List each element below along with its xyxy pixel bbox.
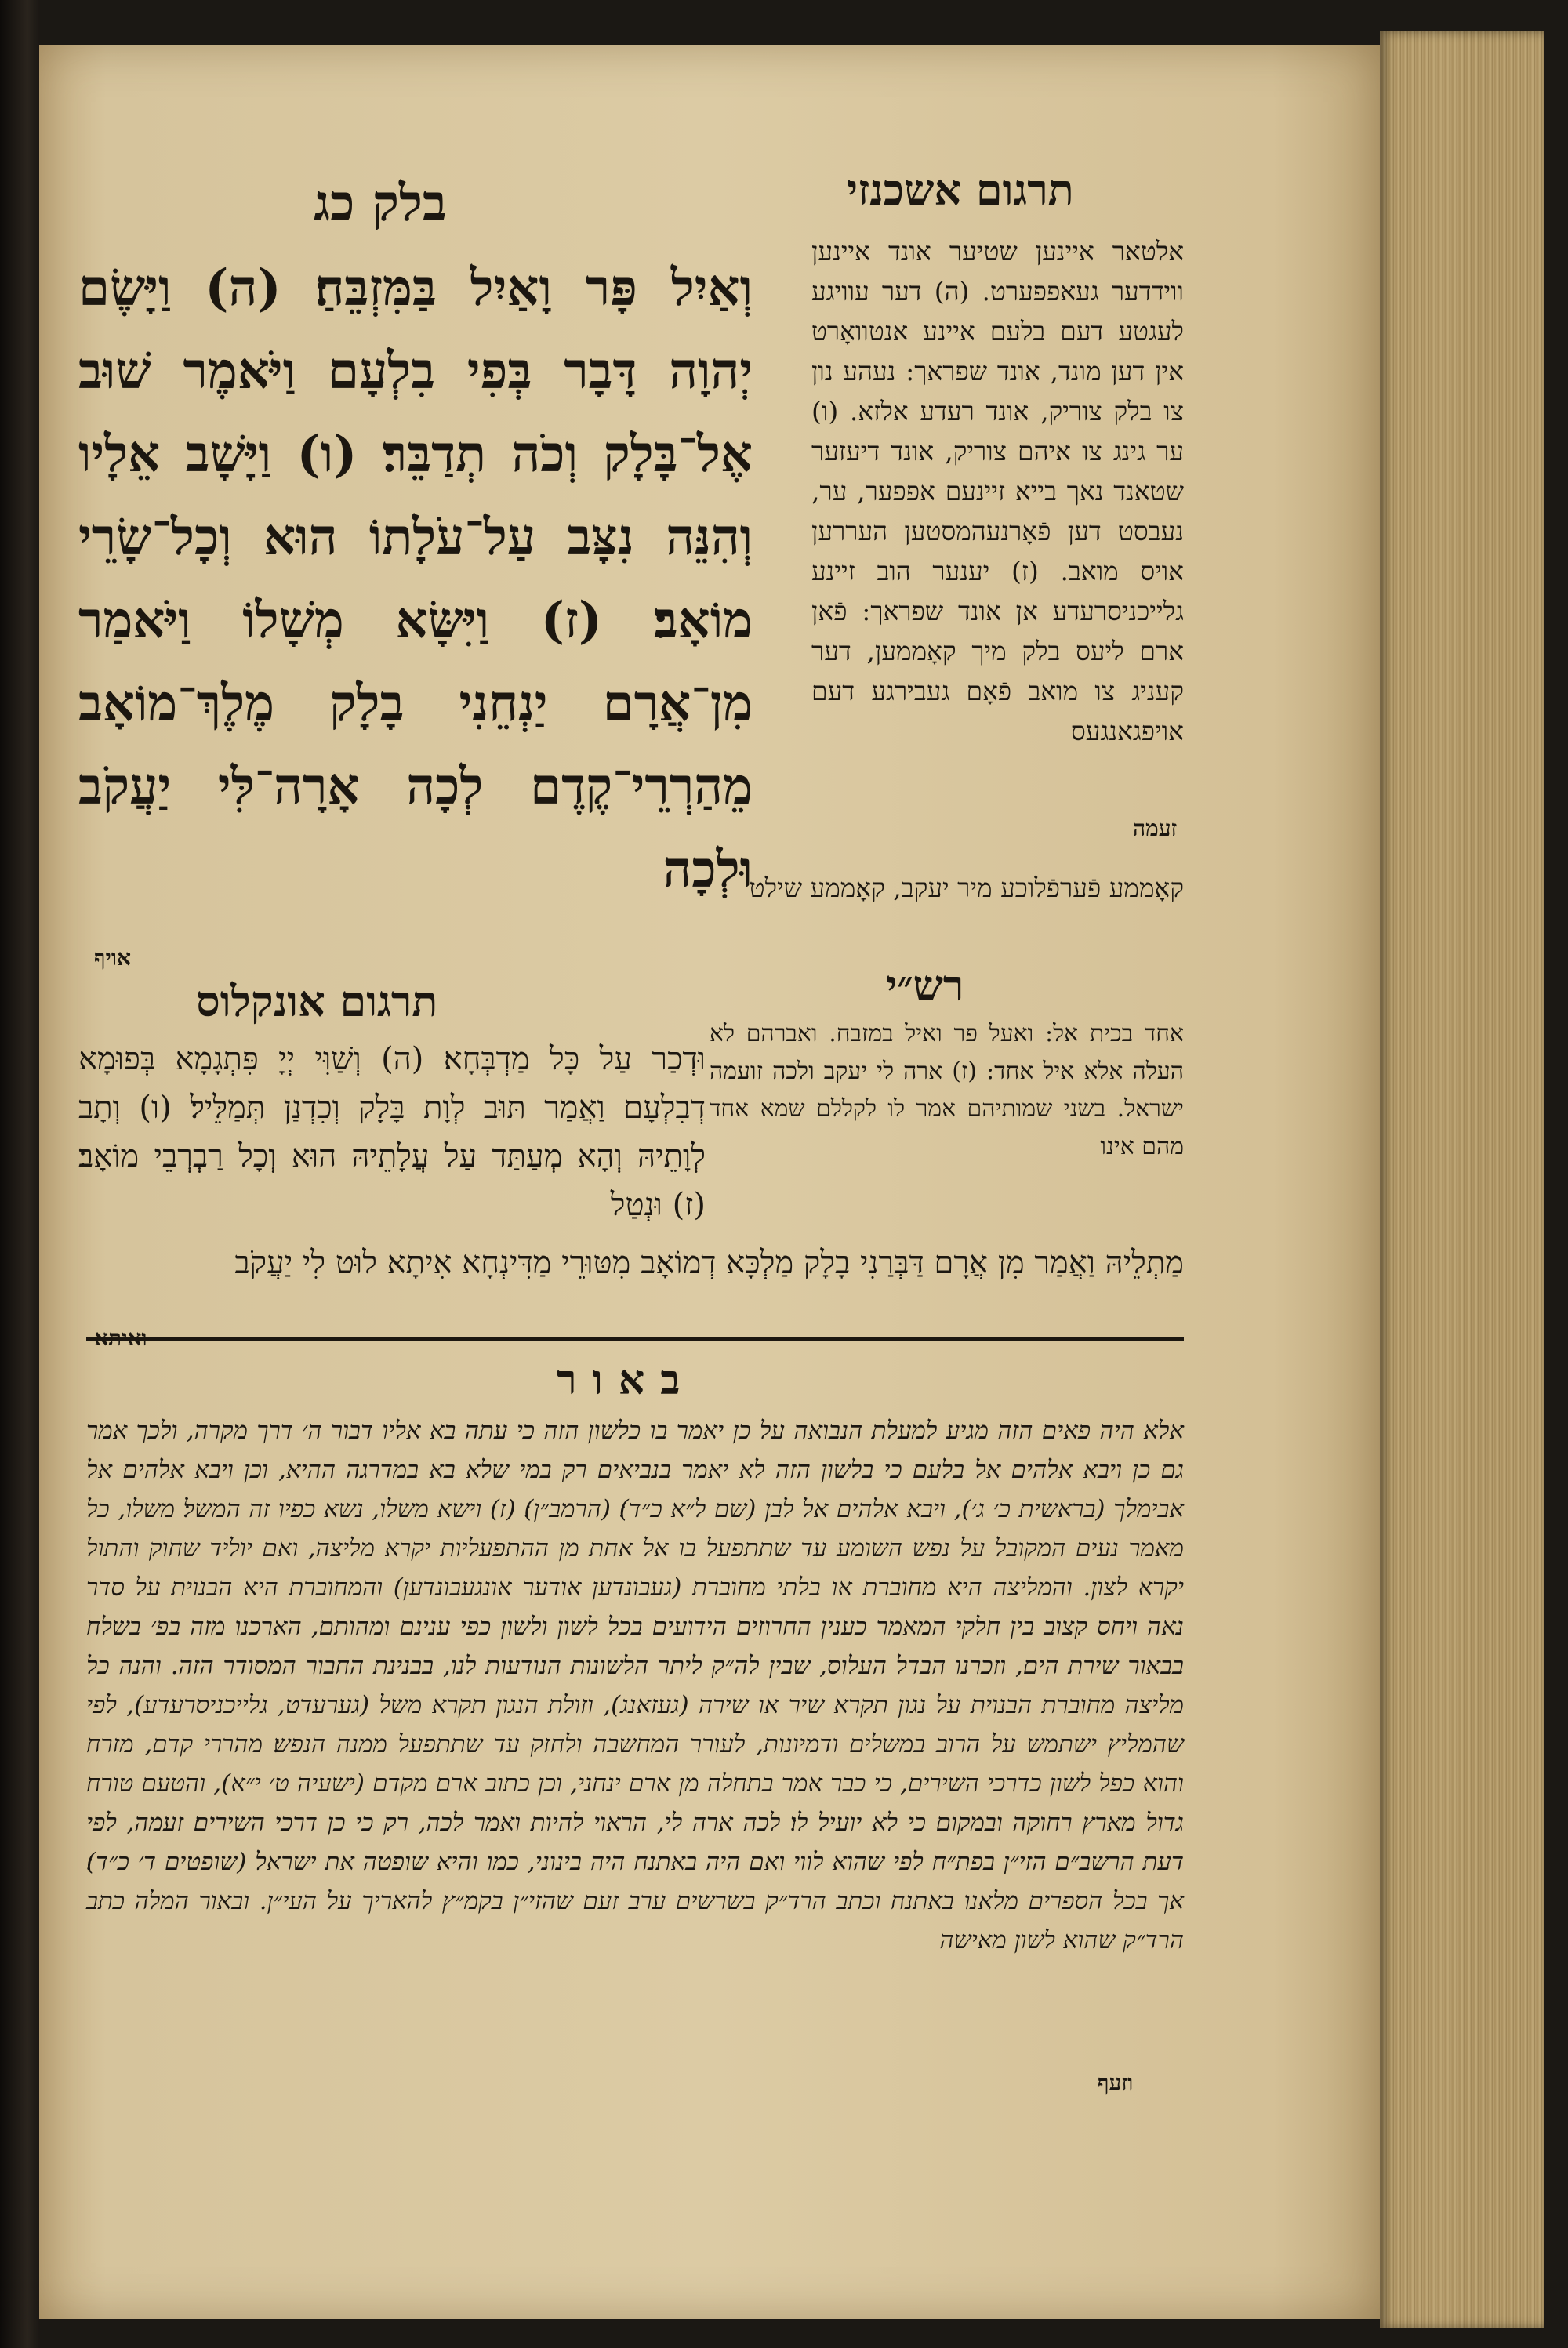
torah-verse-text: וְאַיִל פָּר וָאַיִל בַּמִּזְבֵּחַ׃ (ה) וַיָּשֶׂם יְהוָה דָּבָר בְּפִי בִלְעָם וַיֹּאמֶר שׁוּב אֶל־בָּלָק וְכֹה תְדַבֵּר׃ (ו) וַיָּשָׁב אֵלָיו וְהִנֵּה נִצָּב עַל־עֹלָתוֹ הוּא וְכָל־שָׂרֵי מוֹאָב׃ (ז) וַיִּשָּׂא מְשָׁלוֹ וַיֹּאמַר מִן־אֲרָם יַנְחֵנִי בָלָק מֶלֶךְ־מוֹאָב מֵהַרְרֵי־קֶדֶם לְכָה אָרָה־לִּי יַעֲקֹב וּלְכָה	[78, 259, 753, 899]
catchword-ashkenazi: אויף	[94, 945, 131, 971]
targum-ashkenazi-continuation: קאָממע פֿערפֿלוכע מיר יעקב, קאָממע שילט	[749, 873, 1184, 903]
book-binding-left	[0, 0, 39, 2348]
rashi-commentary-text: אחד בכית אל: ואעל פר ואיל במזבח. ואברהם לא העלה אלא איל אחד: (ז) ארה לי יעקב ולכה זועמה ישראל. בשני שמותיהם אמר לו לקללם שמא אחד מהם אינו	[710, 1020, 1184, 1160]
biur-header: באור	[557, 1356, 696, 1404]
page-edge-stack	[1380, 31, 1544, 2328]
onkelos-text: וּדְכַר עַל כָּל מַדְבְּחָא׃ (ה) וְשַׁוִּי יְיָ פִּתְגָמָא בְּפוּמָא דְבִלְעָם וַאֲמַר תּוּב לְוָת בָּלָק וְכִדְנַן תְּמַלֵּיל׃ (ו) וְתָב לְוָתֵיהּ וְהָא מְעַתַּד עַל עֲלָתֵיהּ הוּא וְכָל רַבְרְבֵי מוֹאָב׃ (ז) וּנְטַל	[78, 1041, 706, 1223]
verse-section-header: בלק כג	[314, 174, 447, 233]
targum-ashkenazi-header: תרגום אשכנזי	[847, 165, 1074, 215]
targum-ashkenazi-text: אלטאר איינען שטיער אונד איינען ווידדער געאפפערט. (ה) דער עוויגע לעגטע דעם בלעם איינע אנטוואָרט אין דען מונד, אונד שפראך: נעהע נון צו בלק צוריק, אונד רעדע אלזא. (ו) ער גינג צו איהם צוריק, אונד דיעזער שטאנד נאך בייא זיינעם אפפער, ער, נעבסט דען פֿאָרנעהמסטען העררען אויס מואב. (ז) יענער הוב זיינע גלייכניסרעדע אן אונד שפראך: פֿאן ארם ליעס בלק מיך קאָממען, דער קעניג צו מואב פֿאָם געבירגע דעם אויפגאנגעס	[811, 236, 1184, 746]
catchword-biur: וזעף	[1098, 2070, 1134, 2096]
rashi-header: רש״י	[886, 960, 964, 1011]
section-divider-rule	[86, 1337, 1184, 1341]
catchword-verse: זעמה	[1133, 815, 1178, 841]
biur-commentary-text: אלא היה פאים הזה מגיע למעלת הנבואה על כן יאמר בו כלשון הזה כי עתה בא אליו דבור ה׳ דרך מקרה, ולכך אמר גם כן ויבא אלהים אל בלעם כי בלשון הזה לא יאמר בנביאים רק במי שלא בא במדרגה ההיא, וכן ויבא אלהים אל אבימלך (בראשית כ׳ ג׳), ויבא אלהים אל לבן (שם ל״א כ״ד)׃ (הרמב״ן)׃ (ז) וישא משלו, נשא כפיו זה המשל׃ משלו, כל מאמר נעים המקובל על נפש השומע עד שתתפעל בו אל אחת מן ההתפעליות יקרא מליצה, ואם יוליד שחוק והתול יקרא לצון. והמליצה היא מחוברת או בלתי מחוברת (געבונדען אודער אונגעבונדען) והמחוברת היא הבנוית על סדר נאה ויחס קצוב בין חלקי המאמר כענין החרוזים הידועים בכל לשון ולשון כפי ענינם ומהותם, הארכנו מזה בפ׳ בשלח בבאור שירת הים, וזכרנו הבדל העלוס, שבין לה״ק ליתר הלשונות הנודעות לנו, בבנינת החבור המסודר הזה. והנה כל מליצה מחוברת הבנוית על נגון תקרא שיר או שירה (געזאנג), וזולת הנגון תקרא משל (גערעדט, גלייכניסרעדע), לפי שהמליץ ישתמש על הרוב במשלים ודמיונות, לעורר המחשבה ולחזק עד שתתפעל ממנה הנפש׃ מהררי קדם, מזרח והוא כפל לשון כדרכי השירים, כי כבר אמר בתחלה מן ארם ינחני, וכן כתוב ארם מקדם (ישעיה ט׳ י״א), והטעם טורח גדול מארץ רחוקה ובמקום כי לא יועיל לו׃ לכה ארה לי, הראוי להיות ואמר לכה, רק כי כן דרכי השירים׃ זעמה, לפי דעת הרשב״ם הזי״ן בפת״ח לפי שהוא לווי ואם היה באתנח היה בינוני, כמו והיא שופטה את ישראל (שופטים ד׳ כ״ד)׃ אך בכל הספרים מלאנו באתנח וכתב הרד״ק בשרשים ערב זעם שהזי״ן בקמ״ץ להאריך על העי״ן. ובאור המלה כתב הרד״ק שהוא לשון מאישה	[86, 1417, 1184, 1954]
onkelos-continuation: מַתְלֵיהּ וַאֲמַר מִן אֲרָם דַּבְּרַנִי בָלָק מַלְכָּא דְמוֹאָב מִטּוּרֵי מַדִּינְחָא אִיתָא לוּט לִי יַעֲקֹב	[234, 1245, 1184, 1281]
onkelos-header: תרגום אונקלוס	[196, 976, 438, 1026]
